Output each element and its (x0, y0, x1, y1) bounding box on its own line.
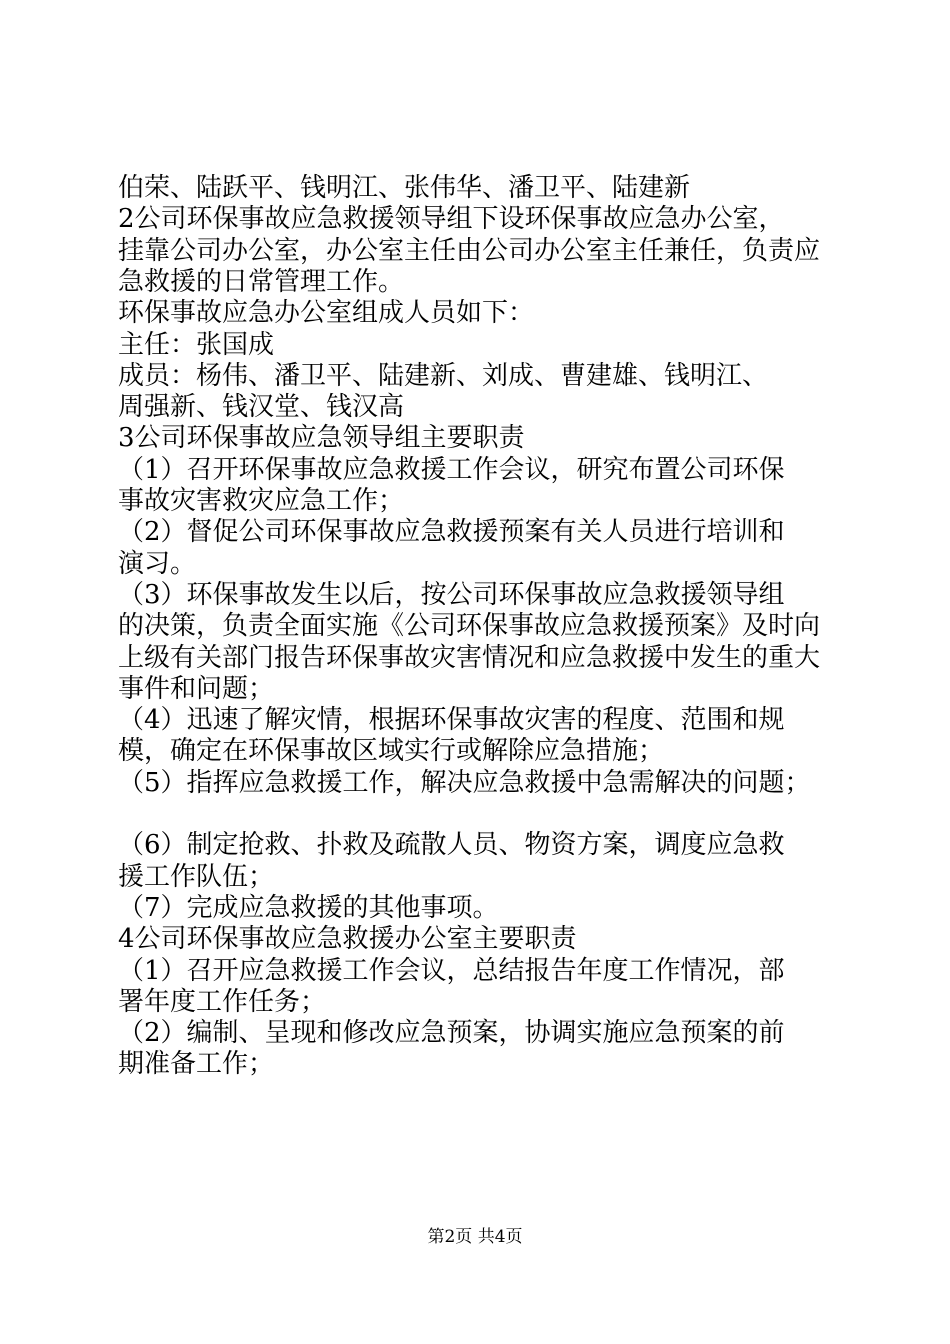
text-line: 急救援的日常管理工作。 (118, 266, 405, 297)
text-line: （7）完成应急救援的其他事项。 (118, 892, 499, 923)
text-line: （2）编制、呈现和修改应急预案，协调实施应急预案的前 (118, 1018, 785, 1049)
text-line: 事件和问题； (118, 673, 275, 704)
text-line: 援工作队伍； (118, 861, 275, 892)
text-line: 期准备工作； (118, 1049, 275, 1080)
text-line: 挂靠公司办公室，办公室主任由公司办公室主任兼任，负责应 (118, 235, 821, 266)
text-line: （6）制定抢救、扑救及疏散人员、物资方案，调度应急救 (118, 830, 785, 861)
text-line: 成员：杨伟、潘卫平、陆建新、刘成、曹建雄、钱明江、 (118, 360, 769, 391)
text-line: （1）召开应急救援工作会议，总结报告年度工作情况，部 (118, 955, 785, 986)
text-line: 3公司环保事故应急领导组主要职责 (118, 423, 525, 454)
page-number-footer: 第2页 共4页 (427, 1227, 523, 1247)
text-line: （2）督促公司环保事故应急救援预案有关人员进行培训和 (118, 517, 785, 548)
text-line: 的决策，负责全面实施《公司环保事故应急救援预案》及时向 (118, 611, 821, 642)
text-line: 环保事故应急办公室组成人员如下： (118, 298, 535, 329)
text-line: 伯荣、陆跃平、钱明江、张伟华、潘卫平、陆建新 (118, 173, 691, 203)
text-line: 署年度工作任务； (118, 986, 327, 1017)
text-line: 上级有关部门报告环保事故灾害情况和应急救援中发生的重大 (118, 642, 821, 673)
text-line: （5）指挥应急救援工作，解决应急救援中急需解决的问题； (118, 767, 811, 798)
text-line: 周强新、钱汉堂、钱汉高 (118, 392, 405, 423)
text-line: （4）迅速了解灾情，根据环保事故灾害的程度、范围和规 (118, 705, 785, 736)
text-line: 主任：张国成 (118, 329, 275, 360)
text-line: （1）召开环保事故应急救援工作会议，研究布置公司环保 (118, 454, 785, 485)
text-line: 模，确定在环保事故区域实行或解除应急措施； (118, 736, 665, 767)
text-line: 2公司环保事故应急救援领导组下设环保事故应急办公室， (118, 204, 785, 235)
text-line: （3）环保事故发生以后，按公司环保事故应急救援领导组 (118, 579, 785, 610)
text-line: 事故灾害救灾应急工作； (118, 486, 405, 516)
text-line: 演习。 (118, 548, 197, 579)
text-line: 4公司环保事故应急救援办公室主要职责 (118, 924, 577, 955)
